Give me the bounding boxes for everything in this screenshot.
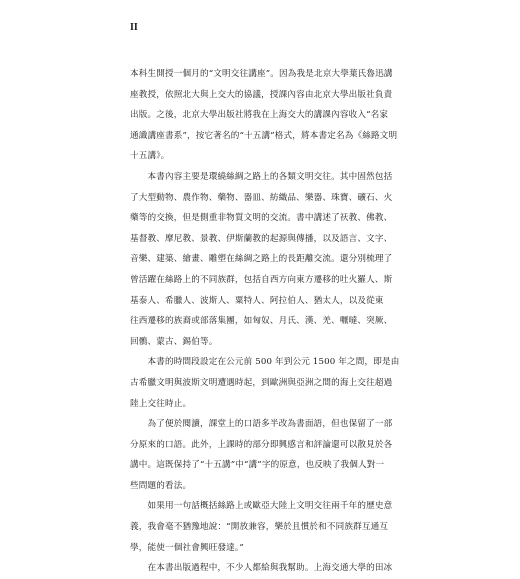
text-line: 本書內容主要是環繞絲綢之路上的各類文明交往。其中固然包括 bbox=[130, 171, 393, 182]
text-line: 回鶻、蒙古、錫伯等。 bbox=[130, 336, 218, 347]
text-line: 了大型動物、農作物、藥物、器皿、紡織品、樂器、珠寶、礦石、火 bbox=[130, 192, 393, 203]
text-line: 如果用一句話概括絲路上或歐亞大陸上文明交往兩千年的歷史意 bbox=[130, 501, 393, 512]
text-line: 本科生開授一個月的“文明交往講座”。因為我是北京大學葉氏魯迅講 bbox=[130, 69, 393, 79]
page-number: II bbox=[130, 22, 138, 33]
text-line: 在本書出版過程中，不少人都給與我幫助。上海交通大學的田冰 bbox=[130, 563, 393, 574]
text-line: 基泰人、希臘人、波斯人、粟特人、阿拉伯人、猶太人，以及從東 bbox=[130, 295, 384, 306]
text-line: 通識講座書系”，按它著名的“十五講”格式，將本書定名為《絲路文明 bbox=[130, 130, 398, 141]
text-line: 十五講》。 bbox=[130, 151, 170, 162]
text-line: 為了便於閱讀，課堂上的口語多半改為書面語，但也保留了一部 bbox=[130, 419, 393, 430]
text-line: 往西遷移的族裔或部落集團，如匈奴、月氏、漢、羌、嚈噠、突厥、 bbox=[130, 316, 393, 327]
text-line: 義，我會毫不猶豫地說：“開放兼容，樂於且慣於和不同族群互通互 bbox=[130, 522, 389, 533]
text-line: 基督教、摩尼教、景教、伊斯蘭教的起源與傳播，以及語言、文字、 bbox=[130, 233, 393, 244]
text-line: 陸上交往時止。 bbox=[130, 398, 192, 409]
text-line: 學，能使一個社會興旺發達。” bbox=[130, 542, 244, 553]
text-line: 講中。這既保持了“十五講”中“講”字的原意，也反映了我個人對一 bbox=[130, 460, 385, 471]
text-line: 本書的時間段設定在公元前 500 年到公元 1500 年之間，即是由 bbox=[130, 357, 400, 368]
text-line: 古希臘文明與波斯文明遭遇時起，到歐洲與亞洲之間的海上交往超過 bbox=[130, 377, 393, 388]
text-line: 音樂、建築、繪畫、雕塑在絲綢之路上的長距離交流。還分別梳理了 bbox=[130, 254, 393, 265]
body-text bbox=[130, 64, 400, 579]
text-line: 曾活躍在絲路上的不同族群，包括自西方向東方遷移的吐火羅人、斯 bbox=[130, 274, 393, 285]
text-line: 出版。之後，北京大學出版社將我在上海交大的講課內容收入“名家 bbox=[130, 110, 389, 121]
text-line: 些問題的看法。 bbox=[130, 480, 192, 491]
text-line: 座教授，依照北大與上交大的協議，授課內容由北京大學出版社負責 bbox=[130, 89, 393, 100]
text-line: 分原來的口語。此外，上課時的部分即興感言和評論還可以散見於各 bbox=[130, 439, 393, 450]
text-line: 藥等的交換，但是側重非物質文明的交流。書中講述了祆教、佛教、 bbox=[130, 213, 393, 224]
